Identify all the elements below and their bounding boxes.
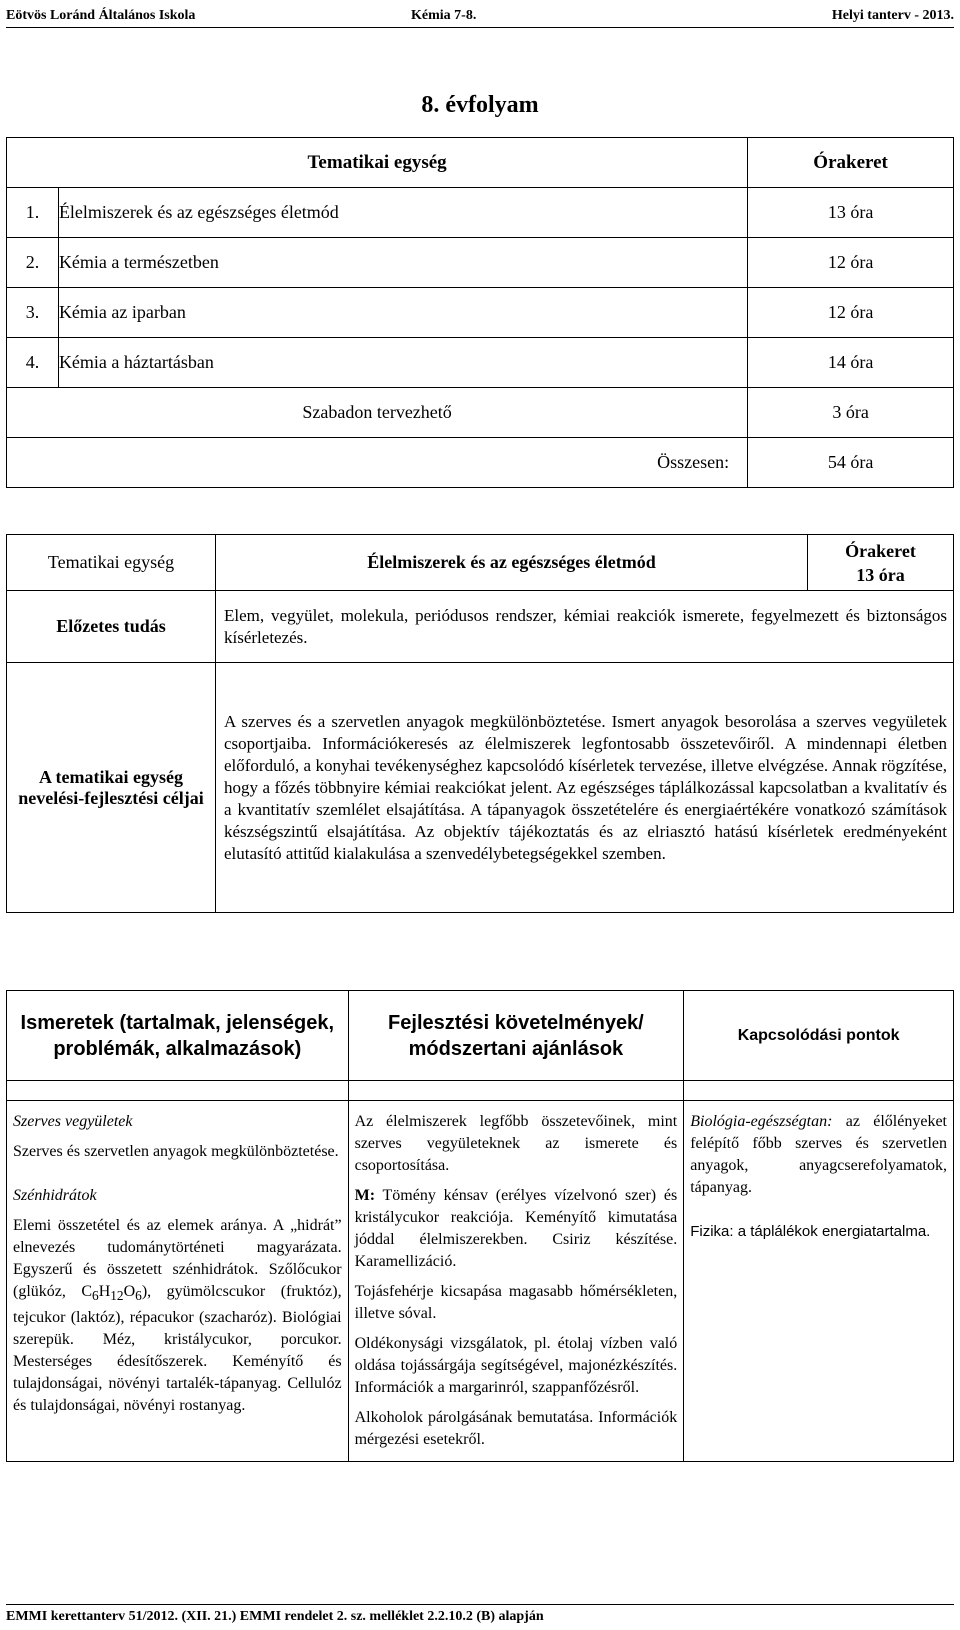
spacer-cell [348,1081,684,1101]
requirement-paragraph: Alkoholok párolgásának bemutatása. Információk mérgezési esetekről. [354,1409,678,1448]
table-row [7,238,954,288]
prior-knowledge-text: Elem, vegyület, molekula, periódusos rendszer, kémiai reakciók ismerete, fegyelmezett és biztonságos kísérletezés. [216,591,954,663]
unit-hours: 12 óra [748,288,954,338]
units-table-header [7,138,954,188]
table-row [7,338,954,388]
requirements-cell [348,1101,684,1462]
hours-label: Órakeret [845,540,916,561]
topic-title: Élelmiszerek és az egészséges életmód [216,535,808,591]
unit-title-row [7,535,954,591]
subject-name: Kémia 7-8. [411,8,477,23]
formula-o-sub: 6 [135,1288,142,1304]
requirements-header: Fejlesztési követelmények/ módszertani ajánlások [348,991,684,1081]
section-text-carbohydrates [13,1215,342,1417]
formula-c: C [81,1283,93,1300]
connections-header: Kapcsolódási pontok [684,991,954,1081]
total-row [7,438,954,488]
document-title: Helyi tanterv - 2013. [831,8,954,23]
total-label: Összesen: [7,438,748,488]
requirement-paragraph: Tojásfehérje kicsapása magasabb hőmérsékleten, illetve sóval. [354,1283,678,1322]
carbohydrates-text-b: ), gyümölcscukor (fruktóz), tejcukor (laktóz), répacukor (szacharóz). Biológiai szerepük. Méz, kristálycukor, porcukor. Mesterséges édesítőszerek. Keményítő és tulajdonságai, növényi tartalék-tápanyag. Cellulóz és tulajdonságai, növényi rostanyag. [13,1283,342,1415]
formula-h-sub: 12 [110,1288,124,1304]
header-spacer [7,1081,954,1101]
goals-text: A szerves és a szervetlen anyagok megkülönböztetése. Ismert anyagok besorolása a szerves vegyületek csoportjaiba. Információkeresés az élelmiszerek legfontosabb összetevőiről. A mindennapi életben előforduló, a konyhai tevékenységhez kapcsolódó kísérletek tervezése, illetve elvégzése. Annak rögzítése, hogy a főzés többnyire kémiai reakciókat jelent. Az egészséges táplálkozással kapcsolatban a kvalitatív és a kvantitatív szemlélet elsajátítása. A tápanyagok összetételére és energiaértékére vonatkozó számítások készségszintű elsajátítása. Az objektív tájékoztatás és az elriasztó hatású kísérletek eredményeként elutasító attitűd kialakulása a szenvedélybetegségekkel szemben. [216,663,954,913]
formula-o: O [123,1283,136,1300]
spacer-cell [7,1081,349,1101]
free-hours-value: 3 óra [748,388,954,438]
free-hours-label: Szabadon tervezhető [7,388,748,438]
col-topic-header: Tematikai egység [7,138,748,188]
unit-hours: 13 óra [748,188,954,238]
goals-label: A tematikai egység nevelési-fejlesztési céljai [7,663,216,913]
units-table [6,137,954,488]
knowledge-header: Ismeretek (tartalmak, jelenségek, problémák, alkalmazások) [7,991,349,1081]
unit-hours: 14 óra [748,338,954,388]
section-title-carbohydrates: Szénhidrátok [13,1187,97,1204]
physics-connection: Fizika: a táplálékok energiatartalma. [690,1223,931,1240]
content-table-header [7,991,954,1081]
experiment-marker: M: [354,1187,376,1204]
carbohydrates-text-a: Elemi összetétel és az elemek aránya. A „hidrát” elnevezés tudománytörténeti magyarázata. Egyszerű és összetett szénhidrátok. Szőlőcukor (glükóz, [13,1217,342,1300]
unit-hours: 12 óra [748,238,954,288]
connections-cell [684,1101,954,1462]
section-text-organic: Szerves és szervetlen anyagok megkülönböztetése. [13,1143,339,1160]
col-hours-header: Órakeret [748,138,954,188]
free-hours-row [7,388,954,438]
unit-hours-cell [808,535,954,591]
formula-h: H [98,1283,111,1300]
formula-c-sub: 6 [92,1288,99,1304]
unit-name: Kémia a háztartásban [58,338,747,388]
unit-name: Élelmiszerek és az egészséges életmód [58,188,747,238]
prior-knowledge-label: Előzetes tudás [7,591,216,663]
content-body-row [7,1101,954,1462]
section-title-organic: Szerves vegyületek [13,1113,133,1130]
table-row [7,188,954,238]
spacer-cell [684,1081,954,1101]
glucose-formula [81,1283,142,1304]
unit-name: Kémia a természetben [58,238,747,288]
biology-text: az élőlényeket felépítő főbb szerves és szervetlen anyagok, anyagcserefolyamatok, tápanyag. [690,1113,947,1196]
biology-label: Biológia-egészségtan: [690,1113,833,1130]
unit-number: 4. [7,338,59,388]
topic-label: Tematikai egység [7,535,216,591]
year-title: 8. évfolyam [421,92,539,118]
school-name: Eötvös Loránd Általános Iskola [6,8,196,23]
total-hours: 54 óra [748,438,954,488]
table-row [7,288,954,338]
unit-name: Kémia az iparban [58,288,747,338]
requirement-paragraph [355,1185,678,1273]
page-footer: EMMI kerettanterv 51/2012. (XII. 21.) EMMI rendelet 2. sz. melléklet 2.2.10.2 (B) alapján [6,1604,954,1625]
biology-connection [690,1111,947,1199]
prior-knowledge-row [7,591,954,663]
unit-number: 2. [7,238,59,288]
unit-details-table [6,534,954,913]
unit-number: 1. [7,188,59,238]
goals-row [7,663,954,913]
requirement-paragraph: Oldékonysági vizsgálatok, pl. étolaj vízben való oldása tojássárgája segítségével, majonézkészítés. Információk a margarinról, szappanfőzésről. [354,1335,678,1396]
requirement-paragraph: Az élelmiszerek legfőbb összetevőinek, mint szerves vegyületeknek az ismerete és csoportosítása. [354,1113,678,1174]
knowledge-cell [7,1101,349,1462]
content-table [6,990,954,1462]
hours-value: 13 óra [856,564,905,585]
experiment-text: Tömény kénsav (erélyes vízelvonó szer) és kristálycukor reakciója. Keményítő kimutatása jóddal élelmiszerekben. Csiriz készítése. Karamellizáció. [354,1187,678,1270]
page-header [6,6,954,28]
unit-number: 3. [7,288,59,338]
